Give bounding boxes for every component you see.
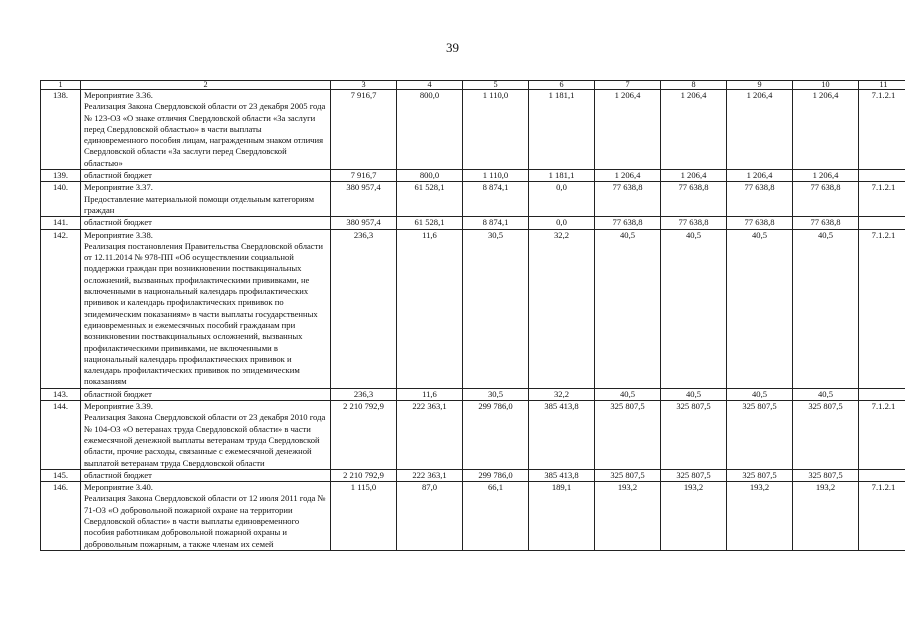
value-cell: 11,6 (397, 229, 463, 388)
header-cell: 6 (529, 81, 595, 90)
row-number: 140. (41, 182, 81, 217)
header-cell: 7 (595, 81, 661, 90)
value-cell: 40,5 (793, 388, 859, 400)
target-code: 7.1.2.1 (859, 229, 905, 388)
value-cell: 77 638,8 (595, 217, 661, 229)
value-cell: 380 957,4 (331, 217, 397, 229)
table-row (41, 90, 905, 170)
value-cell: 325 807,5 (595, 469, 661, 481)
row-number: 141. (41, 217, 81, 229)
value-cell: 222 363,1 (397, 469, 463, 481)
row-title: областной бюджет (84, 388, 152, 399)
value-cell: 40,5 (727, 388, 793, 400)
value-cell: 40,5 (793, 229, 859, 388)
value-cell: 1 181,1 (529, 170, 595, 182)
value-cell: 1 110,0 (463, 170, 529, 182)
value-cell: 11,6 (397, 388, 463, 400)
value-cell: 193,2 (661, 482, 727, 551)
value-cell: 236,3 (331, 388, 397, 400)
table-body (41, 81, 905, 551)
row-description (81, 217, 331, 229)
header-cell: 2 (81, 81, 331, 90)
target-code (859, 217, 905, 229)
value-cell: 40,5 (595, 388, 661, 400)
value-cell: 77 638,8 (595, 182, 661, 217)
header-cell: 11 (859, 81, 905, 90)
value-cell: 236,3 (331, 229, 397, 388)
value-cell: 1 206,4 (595, 170, 661, 182)
header-cell: 3 (331, 81, 397, 90)
row-description (81, 469, 331, 481)
value-cell: 299 786,0 (463, 469, 529, 481)
target-code: 7.1.2.1 (859, 90, 905, 170)
row-number: 146. (41, 482, 81, 551)
table-row (41, 217, 905, 229)
value-cell: 40,5 (595, 229, 661, 388)
value-cell: 66,1 (463, 482, 529, 551)
value-cell: 40,5 (661, 388, 727, 400)
value-cell: 1 206,4 (595, 90, 661, 170)
row-description (81, 401, 331, 470)
header-cell: 10 (793, 81, 859, 90)
value-cell: 2 210 792,9 (331, 469, 397, 481)
table-row (41, 469, 905, 481)
value-cell: 325 807,5 (793, 469, 859, 481)
row-number: 145. (41, 469, 81, 481)
value-cell: 380 957,4 (331, 182, 397, 217)
value-cell: 7 916,7 (331, 170, 397, 182)
value-cell: 77 638,8 (661, 217, 727, 229)
value-cell: 30,5 (463, 229, 529, 388)
value-cell: 0,0 (529, 182, 595, 217)
value-cell: 40,5 (727, 229, 793, 388)
value-cell: 1 206,4 (661, 170, 727, 182)
row-number: 144. (41, 401, 81, 470)
row-number: 143. (41, 388, 81, 400)
row-body: Реализация Закона Свердловской области от 23 декабря 2010 года № 104-ОЗ «О ветеранах труда Свердловской области» в части ежемесячной денежной выплаты ветеранам труда Свердловской области, прочие расходы, связанные с ежемесячной денежной выплатой ветеранам труда Свердловской области (84, 412, 326, 468)
value-cell: 325 807,5 (661, 401, 727, 470)
value-cell: 385 413,8 (529, 401, 595, 470)
value-cell: 325 807,5 (661, 469, 727, 481)
row-description (81, 388, 331, 400)
target-code: 7.1.2.1 (859, 182, 905, 217)
header-cell: 4 (397, 81, 463, 90)
value-cell: 325 807,5 (793, 401, 859, 470)
value-cell: 189,1 (529, 482, 595, 551)
value-cell: 800,0 (397, 170, 463, 182)
value-cell: 1 206,4 (727, 170, 793, 182)
value-cell: 385 413,8 (529, 469, 595, 481)
target-code (859, 469, 905, 481)
value-cell: 1 110,0 (463, 90, 529, 170)
row-title: Мероприятие 3.36. (84, 90, 153, 100)
value-cell: 193,2 (727, 482, 793, 551)
row-title: Мероприятие 3.40. (84, 482, 153, 493)
value-cell: 1 181,1 (529, 90, 595, 170)
header-cell: 1 (41, 81, 81, 90)
row-description (81, 90, 331, 170)
table-row (41, 401, 905, 470)
value-cell: 325 807,5 (727, 401, 793, 470)
value-cell: 77 638,8 (727, 217, 793, 229)
row-body: Реализация Закона Свердловской области от 23 декабря 2005 года № 123-ОЗ «О знаке отличия Свердловской области «За заслуги перед Свердловской областью» в части выплаты единовременного пособия лицам, награжденным знаком отличия Свердловской области «За заслуги перед Свердловской областью» (84, 101, 326, 168)
row-title: областной бюджет (84, 469, 152, 480)
table-row (41, 170, 905, 182)
row-title: Мероприятие 3.39. (84, 401, 153, 412)
value-cell: 40,5 (661, 229, 727, 388)
row-number: 142. (41, 229, 81, 388)
value-cell: 1 206,4 (661, 90, 727, 170)
row-title: Мероприятие 3.38. (84, 229, 153, 240)
table-row (41, 229, 905, 388)
value-cell: 61 528,1 (397, 217, 463, 229)
budget-table (40, 80, 905, 551)
value-cell: 2 210 792,9 (331, 401, 397, 470)
row-title: областной бюджет (84, 170, 152, 181)
row-body: Реализация Закона Свердловской области от 12 июля 2011 года № 71-ОЗ «О добровольной пожарной охране на территории Свердловской области» в части выплаты единовременного пособия работникам добровольной пожарной охраны и добровольным пожарным, а также членам их семей (84, 493, 326, 549)
target-code (859, 170, 905, 182)
value-cell: 1 115,0 (331, 482, 397, 551)
row-description (81, 229, 331, 388)
value-cell: 193,2 (793, 482, 859, 551)
value-cell: 77 638,8 (793, 217, 859, 229)
table-row (41, 388, 905, 400)
value-cell: 77 638,8 (661, 182, 727, 217)
row-description (81, 170, 331, 182)
header-cell: 5 (463, 81, 529, 90)
value-cell: 32,2 (529, 229, 595, 388)
value-cell: 77 638,8 (727, 182, 793, 217)
header-cell: 9 (727, 81, 793, 90)
value-cell: 8 874,1 (463, 182, 529, 217)
value-cell: 61 528,1 (397, 182, 463, 217)
value-cell: 7 916,7 (331, 90, 397, 170)
header-cell: 8 (661, 81, 727, 90)
row-title: Мероприятие 3.37. (84, 182, 153, 193)
value-cell: 325 807,5 (727, 469, 793, 481)
value-cell: 8 874,1 (463, 217, 529, 229)
value-cell: 222 363,1 (397, 401, 463, 470)
row-description (81, 182, 331, 217)
row-body: Предоставление материальной помощи отдельным категориям граждан (84, 193, 315, 215)
value-cell: 87,0 (397, 482, 463, 551)
value-cell: 193,2 (595, 482, 661, 551)
table-row (41, 182, 905, 217)
value-cell: 1 206,4 (793, 170, 859, 182)
header-row (41, 81, 905, 90)
row-number: 138. (41, 90, 81, 170)
value-cell: 32,2 (529, 388, 595, 400)
value-cell: 0,0 (529, 217, 595, 229)
page-number: 39 (446, 40, 459, 55)
target-code: 7.1.2.1 (859, 401, 905, 470)
table-row (41, 482, 905, 551)
value-cell: 325 807,5 (595, 401, 661, 470)
row-title: областной бюджет (84, 217, 152, 228)
value-cell: 1 206,4 (793, 90, 859, 170)
value-cell: 299 786,0 (463, 401, 529, 470)
target-code: 7.1.2.1 (859, 482, 905, 551)
row-body: Реализация постановления Правительства Свердловской области от 12.11.2014 № 978-ПП «Об осуществлении социальной поддержки граждан при возникновении поствакцинальных осложнений, вызванных профилактическими прививками, не включенными в национальный календарь профилактических прививок и календарь профилактических прививок по эпидемическим показаниям» в части выплаты государственных единовременных и ежемесячных пособий гражданам при возникновении поствакцинальных осложнений, вызванных профилактическими прививками, не включенными в национальный календарь профилактических прививок и календарь профилактических прививок по эпидемическим показаниям (84, 240, 323, 387)
value-cell: 30,5 (463, 388, 529, 400)
row-number: 139. (41, 170, 81, 182)
value-cell: 800,0 (397, 90, 463, 170)
target-code (859, 388, 905, 400)
value-cell: 77 638,8 (793, 182, 859, 217)
row-description (81, 482, 331, 551)
value-cell: 1 206,4 (727, 90, 793, 170)
